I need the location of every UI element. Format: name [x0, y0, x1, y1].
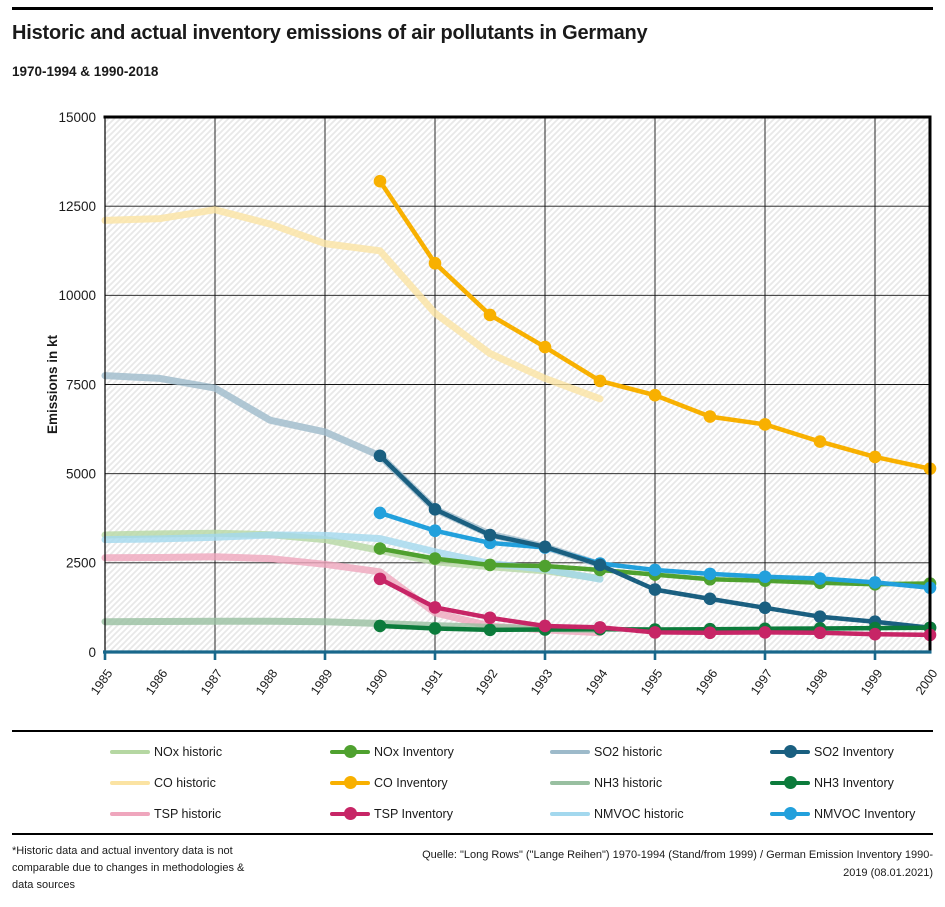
legend-swatch	[330, 745, 370, 759]
data-point-marker	[484, 529, 497, 542]
x-tick-label: 1990	[363, 666, 391, 698]
data-point-marker	[594, 559, 607, 572]
top-rule	[12, 7, 933, 10]
data-point-marker	[704, 593, 717, 606]
chart-legend	[110, 736, 942, 829]
legend-label: CO Inventory	[374, 775, 448, 790]
legend-item-nox-inventory	[330, 741, 550, 763]
legend-label: SO2 Inventory	[814, 744, 894, 759]
legend-item-nox-historic	[110, 741, 330, 763]
y-tick-label: 7500	[65, 377, 96, 393]
legend-label: CO historic	[154, 775, 216, 790]
page-subtitle: 1970-1994 & 1990-2018	[12, 64, 159, 79]
data-point-marker	[429, 552, 442, 565]
data-point-marker	[374, 507, 387, 520]
data-point-marker	[759, 570, 772, 583]
legend-swatch	[110, 776, 150, 790]
legend-item-tsp-historic	[110, 803, 330, 825]
data-point-marker	[869, 576, 882, 589]
legend-swatch	[550, 776, 590, 790]
x-tick-label: 1999	[858, 666, 886, 698]
data-point-marker	[429, 503, 442, 516]
legend-swatch-dot	[784, 807, 797, 820]
y-tick-label: 0	[88, 644, 96, 660]
x-tick-label: 1997	[748, 666, 776, 698]
y-tick-label: 15000	[58, 109, 96, 125]
data-point-marker	[374, 620, 387, 633]
data-point-marker	[429, 257, 442, 270]
legend-swatch	[550, 745, 590, 759]
legend-swatch	[770, 807, 810, 821]
data-point-marker	[649, 564, 662, 577]
footnote-line: *Historic data and actual inventory data is not	[12, 845, 233, 857]
data-point-marker	[374, 450, 387, 463]
legend-swatch	[110, 745, 150, 759]
legend-swatch	[770, 745, 810, 759]
legend-swatch-line	[550, 812, 590, 817]
legend-swatch-line	[550, 750, 590, 755]
legend-swatch	[110, 807, 150, 821]
legend-swatch-dot	[344, 776, 357, 789]
data-point-marker	[429, 524, 442, 537]
x-tick-label: 1988	[253, 666, 281, 698]
y-tick-label: 2500	[65, 555, 96, 571]
legend-item-tsp-inventory	[330, 803, 550, 825]
data-point-marker	[814, 572, 827, 585]
legend-label: NMVOC Inventory	[814, 806, 916, 821]
y-tick-label: 10000	[58, 288, 96, 304]
chart-canvas	[0, 95, 945, 725]
data-point-marker	[429, 622, 442, 635]
legend-swatch-dot	[784, 745, 797, 758]
data-point-marker	[814, 626, 827, 639]
legend-swatch	[550, 807, 590, 821]
legend-label: NMVOC historic	[594, 806, 684, 821]
data-point-marker	[649, 583, 662, 596]
data-point-marker	[484, 309, 497, 322]
data-point-marker	[594, 621, 607, 634]
x-tick-label: 1994	[583, 666, 611, 698]
data-point-marker	[759, 418, 772, 431]
x-tick-label: 1987	[198, 666, 226, 698]
legend-swatch-line	[550, 781, 590, 786]
legend-item-nmvoc-historic	[550, 803, 770, 825]
legend-label: NOx Inventory	[374, 744, 454, 759]
x-tick-label: 1985	[88, 666, 116, 698]
legend-swatch-dot	[784, 776, 797, 789]
data-point-marker	[374, 175, 387, 188]
data-point-marker	[374, 542, 387, 555]
legend-item-co-inventory	[330, 772, 550, 794]
y-axis-title: Emissions in kt	[45, 334, 60, 435]
x-tick-label: 2000	[913, 666, 941, 698]
data-point-marker	[594, 375, 607, 388]
data-point-marker	[539, 540, 552, 553]
legend-item-co-historic	[110, 772, 330, 794]
x-tick-label: 1989	[308, 666, 336, 698]
legend-swatch	[330, 776, 370, 790]
data-point-marker	[374, 573, 387, 586]
x-tick-label: 1998	[803, 666, 831, 698]
legend-item-so2-historic	[550, 741, 770, 763]
legend-swatch	[770, 776, 810, 790]
page-title: Historic and actual inventory emissions of air pollutants in Germany	[12, 22, 648, 44]
legend-rule-bottom	[12, 833, 933, 835]
data-point-marker	[869, 628, 882, 641]
footnote-line: data sources	[12, 879, 75, 891]
legend-swatch-dot	[344, 745, 357, 758]
legend-item-nmvoc-inventory	[770, 803, 945, 825]
legend-swatch-line	[110, 781, 150, 786]
legend-swatch-line	[110, 812, 150, 817]
legend-swatch	[330, 807, 370, 821]
legend-label: NH3 Inventory	[814, 775, 894, 790]
legend-label: TSP Inventory	[374, 806, 453, 821]
x-tick-label: 1993	[528, 666, 556, 698]
data-point-marker	[869, 451, 882, 464]
y-tick-label: 5000	[65, 466, 96, 482]
data-point-marker	[484, 611, 497, 624]
data-point-marker	[539, 560, 552, 573]
legend-item-nh3-historic	[550, 772, 770, 794]
legend-swatch-line	[110, 750, 150, 755]
data-point-marker	[814, 435, 827, 448]
legend-item-so2-inventory	[770, 741, 945, 763]
data-point-marker	[704, 626, 717, 639]
x-tick-label: 1991	[418, 666, 446, 698]
footnote	[12, 843, 342, 894]
data-point-marker	[759, 601, 772, 614]
y-tick-label: 12500	[58, 198, 96, 214]
data-point-marker	[539, 341, 552, 354]
data-point-marker	[814, 610, 827, 623]
data-point-marker	[484, 559, 497, 572]
x-tick-label: 1996	[693, 666, 721, 698]
data-point-marker	[539, 620, 552, 633]
source-line: Quelle: "Long Rows" ("Lange Reihen") 1970-1994 (Stand/from 1999) / German Emission Inventory 1990-	[422, 849, 933, 861]
legend-rule-top	[12, 730, 933, 732]
legend-item-nh3-inventory	[770, 772, 945, 794]
source-line: 2019 (08.01.2021)	[843, 867, 933, 879]
legend-label: NH3 historic	[594, 775, 663, 790]
legend-swatch-dot	[344, 807, 357, 820]
legend-label: TSP historic	[154, 806, 222, 821]
data-point-marker	[704, 410, 717, 423]
data-point-marker	[484, 624, 497, 637]
x-tick-label: 1986	[143, 666, 171, 698]
legend-label: NOx historic	[154, 744, 223, 759]
footnote-line: comparable due to changes in methodologies &	[12, 862, 245, 874]
data-point-marker	[649, 626, 662, 639]
x-tick-label: 1995	[638, 666, 666, 698]
data-point-marker	[649, 389, 662, 402]
source-note	[370, 846, 933, 882]
data-point-marker	[429, 601, 442, 614]
x-tick-label: 1992	[473, 666, 501, 698]
data-point-marker	[704, 568, 717, 581]
data-point-marker	[759, 626, 772, 639]
legend-label: SO2 historic	[594, 744, 663, 759]
